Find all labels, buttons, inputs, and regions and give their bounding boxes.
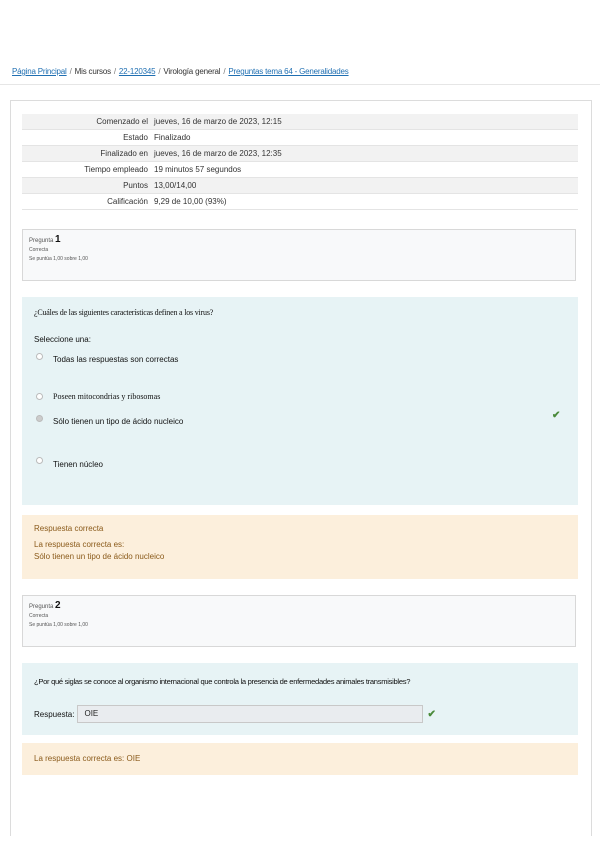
summary-row	[22, 178, 578, 194]
choice-prompt: Seleccione una:	[34, 335, 91, 344]
question-2-info	[22, 595, 576, 647]
question-2-content	[22, 663, 578, 735]
feedback-title: Respuesta correcta	[34, 524, 104, 533]
summary-label: Calificación	[107, 197, 148, 206]
question-state: Correcta	[29, 247, 49, 253]
summary-row	[22, 114, 578, 130]
radio-button-checked[interactable]	[36, 415, 43, 422]
check-icon: ✔	[427, 708, 436, 720]
radio-button[interactable]	[36, 353, 43, 360]
breadcrumb-my-courses[interactable]: Mis cursos	[74, 67, 111, 76]
header-divider	[0, 84, 600, 85]
option-label: Todas las respuestas son correctas	[53, 355, 179, 364]
question-grade: Se puntúa 1,00 sobre 1,00	[29, 622, 88, 628]
answer-input[interactable]: OIE	[77, 705, 423, 723]
summary-value: jueves, 16 de marzo de 2023, 12:35	[154, 149, 282, 158]
question-label: Pregunta	[29, 238, 54, 244]
summary-value: 13,00/14,00	[154, 181, 197, 190]
feedback-correct-answer: Sólo tienen un tipo de ácido nucleico	[34, 552, 165, 561]
question-2-feedback	[22, 743, 578, 775]
question-number	[29, 235, 569, 246]
option-label: Poseen mitocondrias y ribosomas	[53, 392, 161, 401]
breadcrumb-separator: /	[158, 67, 161, 76]
summary-value: 9,29 de 10,00 (93%)	[154, 197, 227, 206]
check-icon: ✔	[552, 410, 561, 421]
breadcrumb-course-name[interactable]: Virología general	[163, 67, 221, 76]
breadcrumb-separator: /	[223, 67, 226, 76]
question-number-value: 2	[55, 600, 61, 611]
question-state: Correcta	[29, 613, 49, 619]
question-1-info	[22, 229, 576, 281]
answer-option[interactable]	[36, 393, 160, 401]
breadcrumb-separator: /	[69, 67, 72, 76]
answer-option[interactable]	[36, 457, 103, 469]
answer-label: Respuesta:	[34, 709, 75, 719]
summary-label: Estado	[123, 133, 148, 142]
summary-row	[22, 162, 578, 178]
summary-value: Finalizado	[154, 133, 191, 142]
question-grade: Se puntúa 1,00 sobre 1,00	[29, 256, 88, 262]
question-label: Pregunta	[29, 604, 54, 610]
feedback-correct-answer: La respuesta correcta es: OIE	[34, 754, 141, 763]
summary-value: 19 minutos 57 segundos	[154, 165, 242, 174]
question-number	[29, 601, 569, 612]
breadcrumb	[12, 67, 349, 76]
question-1-feedback	[22, 515, 578, 579]
feedback-correct-answer-label: La respuesta correcta es:	[34, 540, 125, 549]
breadcrumb-separator: /	[113, 67, 116, 76]
summary-label: Puntos	[123, 181, 148, 190]
option-label: Tienen núcleo	[53, 460, 103, 469]
answer-option-selected[interactable]	[36, 415, 183, 426]
question-number-value: 1	[55, 234, 61, 245]
answer-option[interactable]	[36, 353, 178, 364]
breadcrumb-home-link[interactable]: Página Principal	[12, 67, 67, 76]
question-1-content	[22, 297, 578, 505]
breadcrumb-quiz-link[interactable]: Preguntas tema 64 - Generalidades	[228, 67, 349, 76]
summary-label: Comenzado el	[96, 117, 148, 126]
attempt-summary-table	[22, 114, 578, 210]
answer-row	[34, 705, 436, 723]
summary-label: Tiempo empleado	[84, 165, 148, 174]
radio-button[interactable]	[36, 393, 43, 400]
radio-button[interactable]	[36, 457, 43, 464]
summary-row	[22, 146, 578, 162]
question-text: ¿Por qué siglas se conoce al organismo internacional que controla la presencia de enfermedades animales transmisibles?	[34, 677, 411, 686]
summary-label: Finalizado en	[100, 149, 148, 158]
summary-value: jueves, 16 de marzo de 2023, 12:15	[154, 117, 282, 126]
question-text: ¿Cuáles de las siguientes características definen a los virus?	[34, 308, 214, 317]
summary-row	[22, 194, 578, 210]
breadcrumb-course-code-link[interactable]: 22-120345	[118, 67, 156, 76]
summary-row	[22, 130, 578, 146]
option-label: Sólo tienen un tipo de ácido nucleico	[53, 417, 184, 426]
